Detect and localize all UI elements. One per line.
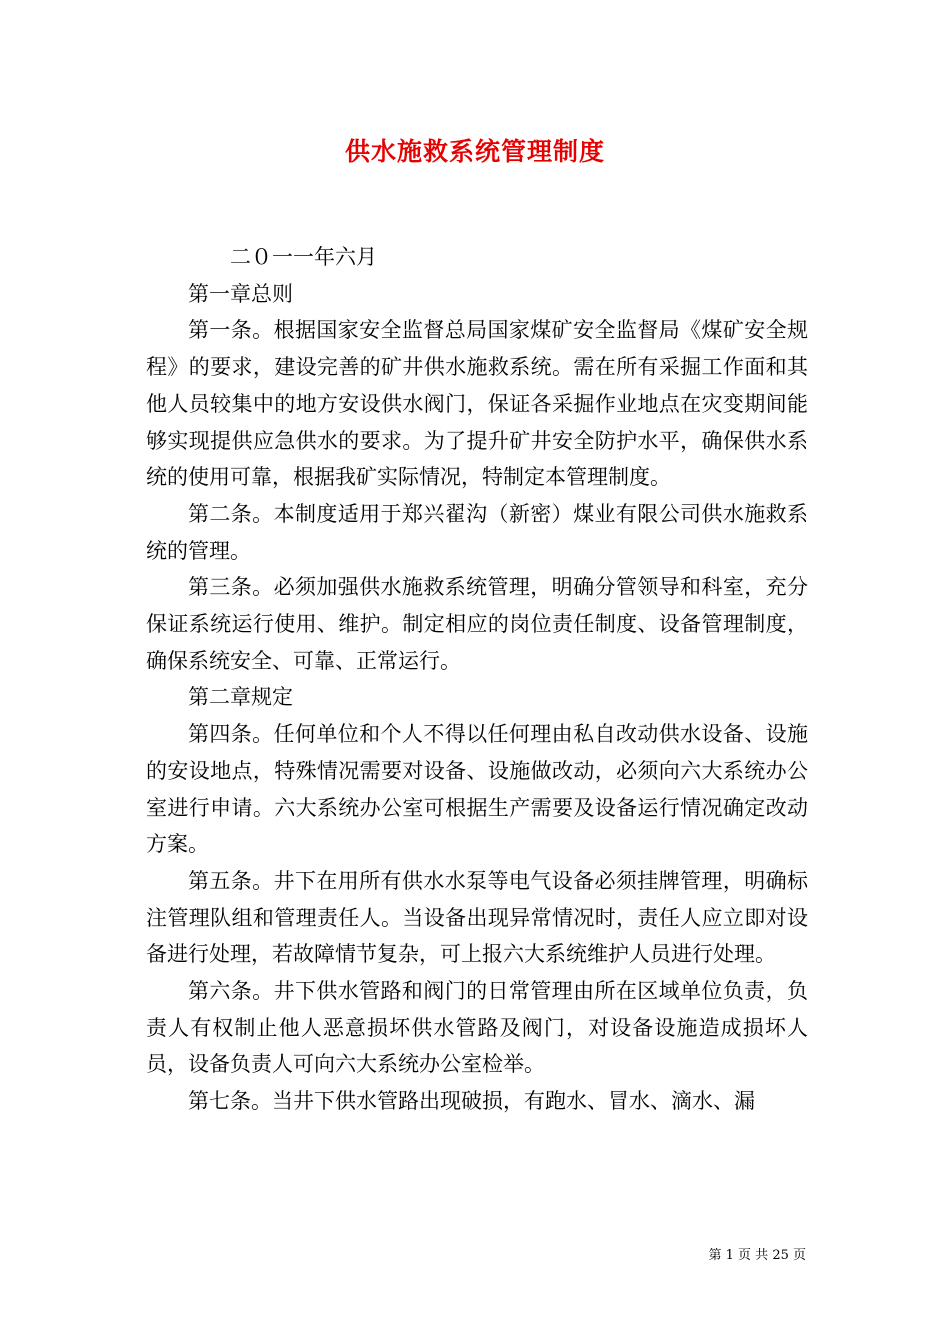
paragraph: 第三条。必须加强供水施救系统管理，明确分管领导和科室，充分保证系统运行使用、维护。制定相应的岗位责任制度、设备管理制度，确保系统安全、可靠、正常运行。 xyxy=(146,575,808,673)
page-number: 第 1 页 共 25 页 xyxy=(708,1248,806,1263)
chapter-heading: 第二章规定 xyxy=(188,685,293,710)
chapter-heading: 第一章总则 xyxy=(188,281,293,306)
document-title: 供水施救系统管理制度 xyxy=(344,137,605,166)
document-body xyxy=(146,239,808,1120)
document-date: 二０一一年六月 xyxy=(230,245,377,269)
paragraph: 第五条。井下在用所有供水水泵等电气设备必须挂牌管理，明确标注管理队组和管理责任人。当设备出现异常情况时，责任人应立即对设备进行处理，若故障情节复杂，可上报六大系统维护人员进行处理。 xyxy=(146,868,808,967)
paragraph: 第一条。根据国家安全监督总局国家煤矿安全监督局《煤矿安全规程》的要求，建设完善的矿井供水施救系统。需在所有采掘工作面和其他人员较集中的地方安设供水阀门，保证各采掘作业地点在灾变期间能够实现提供应急供水的要求。为了提升矿井安全防护水平，确保供水系统的使用可靠，根据我矿实际情况，特制定本管理制度。 xyxy=(146,318,808,490)
paragraph: 第六条。井下供水管路和阀门的日常管理由所在区域单位负责，负责人有权制止他人恶意损坏供水管路及阀门，对设备设施造成损坏人员，设备负责人可向六大系统办公室检举。 xyxy=(146,979,808,1077)
paragraph: 第四条。任何单位和个人不得以任何理由私自改动供水设备、设施的安设地点，特殊情况需要对设备、设施做改动，必须向六大系统办公室进行申请。六大系统办公室可根据生产需要及设备运行情况确定改动方案。 xyxy=(146,722,808,857)
paragraph: 第二条。本制度适用于郑兴翟沟（新密）煤业有限公司供水施救系统的管理。 xyxy=(146,501,808,563)
paragraph: 第七条。当井下供水管路出现破损，有跑水、冒水、滴水、漏 xyxy=(188,1089,755,1114)
